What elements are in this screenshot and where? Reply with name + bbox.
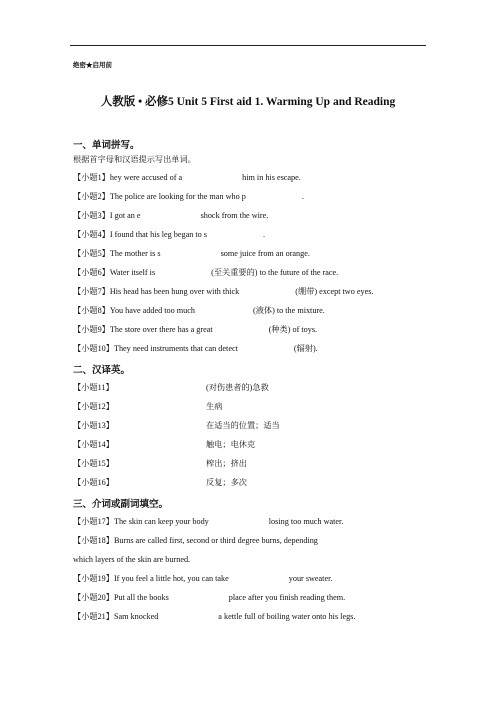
question-19 (73, 573, 332, 584)
question-text: If you feel a little hot, you can take (113, 574, 229, 583)
question-3 (73, 210, 268, 221)
question-text: (对伤患者的)急救 (206, 383, 269, 392)
question-number: 【小题9】 (73, 325, 110, 334)
question-text-after: (至关重要的) to the future of the race. (211, 268, 339, 277)
question-4 (73, 229, 265, 240)
question-text: The skin can keep your body (113, 517, 209, 526)
question-text: Water itself is (109, 268, 156, 277)
question-18-continued: which layers of the skin are burned. (73, 555, 191, 564)
question-number: 【小题15】 (73, 459, 114, 468)
question-17 (73, 516, 343, 527)
question-2 (73, 191, 304, 202)
question-text-after: . (262, 230, 266, 239)
question-number: 【小题12】 (73, 402, 114, 411)
question-text: 榨出；挤出 (206, 459, 247, 468)
question-5 (73, 248, 310, 259)
question-number: 【小题14】 (73, 440, 114, 449)
question-13 (73, 420, 280, 431)
question-text-after: (辐射). (293, 344, 318, 353)
question-text: The mother is s (109, 249, 161, 258)
question-text: I found that his leg began to s (109, 230, 207, 239)
header-rule (70, 45, 426, 46)
question-text: The store over there has a great (109, 325, 213, 334)
question-text: You have added too much (109, 306, 195, 315)
question-9 (73, 324, 317, 335)
question-text: Sam knocked (113, 612, 159, 621)
question-text-after: place after you finish reading them. (228, 593, 346, 602)
section1-heading: 一、单词拼写。 (73, 141, 140, 151)
question-text-after: your sweater. (288, 574, 333, 583)
question-6 (73, 267, 338, 278)
question-text-after: . (301, 192, 304, 201)
question-21 (73, 611, 355, 622)
question-16 (73, 477, 247, 488)
question-text: 生病 (206, 402, 223, 411)
section3-heading: 三、介词或副词填空。 (73, 500, 169, 510)
question-number: 【小题18】 (73, 536, 114, 545)
question-text: I got an e (109, 211, 141, 220)
page-title: 人教版 • 必修5 Unit 5 First aid 1. Warming Up and Reading (100, 96, 396, 108)
question-number: 【小题19】 (73, 574, 114, 583)
question-text: His head has been hung over with thick (109, 287, 240, 296)
question-11 (73, 382, 269, 393)
question-12 (73, 401, 223, 412)
question-text-after: (种类) of toys. (268, 325, 318, 334)
question-15 (73, 458, 247, 469)
question-text: hey were accused of a (109, 173, 183, 182)
section1-instruction: 根据首字母和汉语提示写出单词。 (73, 155, 196, 164)
question-number: 【小题10】 (73, 344, 114, 353)
question-14 (73, 439, 256, 450)
question-number: 【小题16】 (73, 478, 114, 487)
question-number: 【小题21】 (73, 612, 114, 621)
question-text: They need instruments that can detect (113, 344, 238, 353)
question-text: Burns are called first, second or third degree burns, depending (113, 536, 318, 545)
section2-heading: 二、汉译英。 (73, 366, 131, 376)
question-1 (73, 172, 301, 183)
question-20 (73, 592, 345, 603)
question-number: 【小题2】 (73, 192, 110, 201)
question-text-after: losing too much water. (268, 517, 344, 526)
secret-label: 绝密★启用前 (73, 62, 112, 69)
question-text: 触电；电休克 (206, 440, 256, 449)
question-text: 在适当的位置；适当 (206, 421, 280, 430)
question-text-after: (绷带) except two eyes. (295, 287, 374, 296)
question-number: 【小题4】 (73, 230, 110, 239)
question-number: 【小题7】 (73, 287, 110, 296)
question-number: 【小题11】 (73, 383, 114, 392)
question-number: 【小题6】 (73, 268, 110, 277)
question-10 (73, 343, 318, 354)
question-text: Put all the books (113, 593, 169, 602)
question-18 (73, 535, 322, 546)
question-text: 反复；多次 (206, 478, 247, 487)
question-number: 【小题1】 (73, 173, 110, 182)
question-text-after: some juice from an orange. (220, 249, 310, 258)
question-text: The police are looking for the man who p (109, 192, 246, 201)
question-8 (73, 305, 325, 316)
question-number: 【小题17】 (73, 517, 114, 526)
question-number: 【小题13】 (73, 421, 114, 430)
question-text-after: him in his escape. (242, 173, 301, 182)
question-text-after: (液体) to the mixture. (252, 306, 325, 315)
question-7 (73, 286, 373, 297)
question-number: 【小题3】 (73, 211, 110, 220)
question-number: 【小题20】 (73, 593, 114, 602)
question-text-after: a kettle full of boiling water onto his legs. (218, 612, 356, 621)
question-text-after: shock from the wire. (200, 211, 269, 220)
question-number: 【小题8】 (73, 306, 110, 315)
question-number: 【小题5】 (73, 249, 110, 258)
